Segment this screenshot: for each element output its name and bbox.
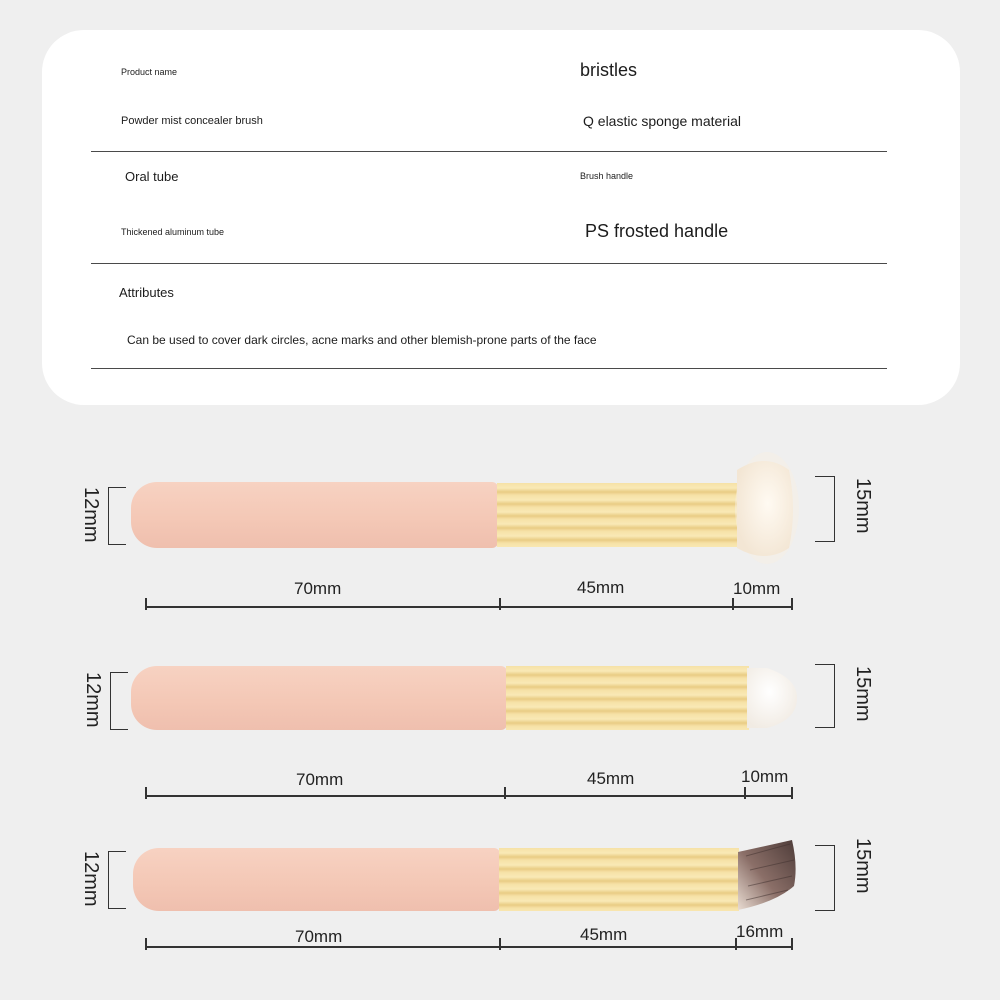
- length-tick: [732, 598, 734, 610]
- brush-handle-value: PS frosted handle: [585, 221, 729, 241]
- height-dimension: 12mm: [82, 672, 104, 728]
- length-tick: [499, 938, 501, 950]
- length-tick: [791, 938, 793, 950]
- oral-tube-label: Oral tube: [125, 169, 179, 184]
- head-length-label: 10mm: [741, 767, 789, 786]
- length-line: [146, 795, 792, 797]
- length-tick: [145, 598, 147, 610]
- length-tick: [145, 787, 147, 799]
- head-bracket: [815, 476, 835, 542]
- tube-length-label: 45mm: [577, 578, 625, 597]
- tube-length-label: 45mm: [580, 925, 628, 944]
- length-tick: [791, 787, 793, 799]
- brush-ferrule: [499, 848, 739, 911]
- flat-sponge-head: [725, 440, 815, 570]
- length-tick: [791, 598, 793, 610]
- divider: [91, 263, 887, 264]
- head-dimension: 15mm: [852, 838, 874, 894]
- head-dimension: 15mm: [852, 666, 874, 722]
- angled-bristle-head: [736, 836, 800, 916]
- height-bracket: [108, 487, 126, 545]
- divider: [91, 151, 887, 152]
- brush-handle: [131, 482, 498, 548]
- spec-card: [42, 30, 960, 405]
- height-bracket: [110, 672, 128, 730]
- head-length-label: 16mm: [736, 922, 784, 941]
- handle-length-label: 70mm: [295, 927, 343, 946]
- length-tick: [145, 938, 147, 950]
- product-name-value: Powder mist concealer brush: [121, 115, 263, 127]
- length-tick: [744, 787, 746, 799]
- bristles-value: Q elastic sponge material: [583, 113, 741, 129]
- handle-length-label: 70mm: [294, 579, 342, 598]
- head-bracket: [815, 845, 835, 911]
- height-bracket: [108, 851, 126, 909]
- brush-ferrule: [497, 483, 737, 547]
- bristles-label: bristles: [580, 60, 638, 80]
- head-dimension: 15mm: [852, 478, 874, 534]
- tube-length-label: 45mm: [587, 769, 635, 788]
- attributes-label: Attributes: [119, 285, 174, 300]
- head-length-label: 10mm: [733, 579, 781, 598]
- length-line: [146, 946, 792, 948]
- brush-ferrule: [506, 666, 749, 730]
- length-tick: [499, 598, 501, 610]
- length-line: [146, 606, 792, 608]
- handle-length-label: 70mm: [296, 770, 344, 789]
- length-tick: [735, 938, 737, 950]
- height-dimension: 12mm: [80, 851, 102, 907]
- oral-tube-value: Thickened aluminum tube: [121, 227, 225, 237]
- attributes-value: Can be used to cover dark circles, acne marks and other blemish-prone parts of the face: [127, 333, 597, 347]
- height-dimension: 12mm: [80, 487, 102, 543]
- brush-handle: [133, 848, 500, 911]
- round-sponge-head: [745, 664, 805, 734]
- product-name-label: Product name: [121, 67, 178, 77]
- length-tick: [504, 787, 506, 799]
- brush-handle: [131, 666, 507, 730]
- brush-handle-label: Brush handle: [580, 171, 634, 181]
- divider: [91, 368, 887, 369]
- head-bracket: [815, 664, 835, 728]
